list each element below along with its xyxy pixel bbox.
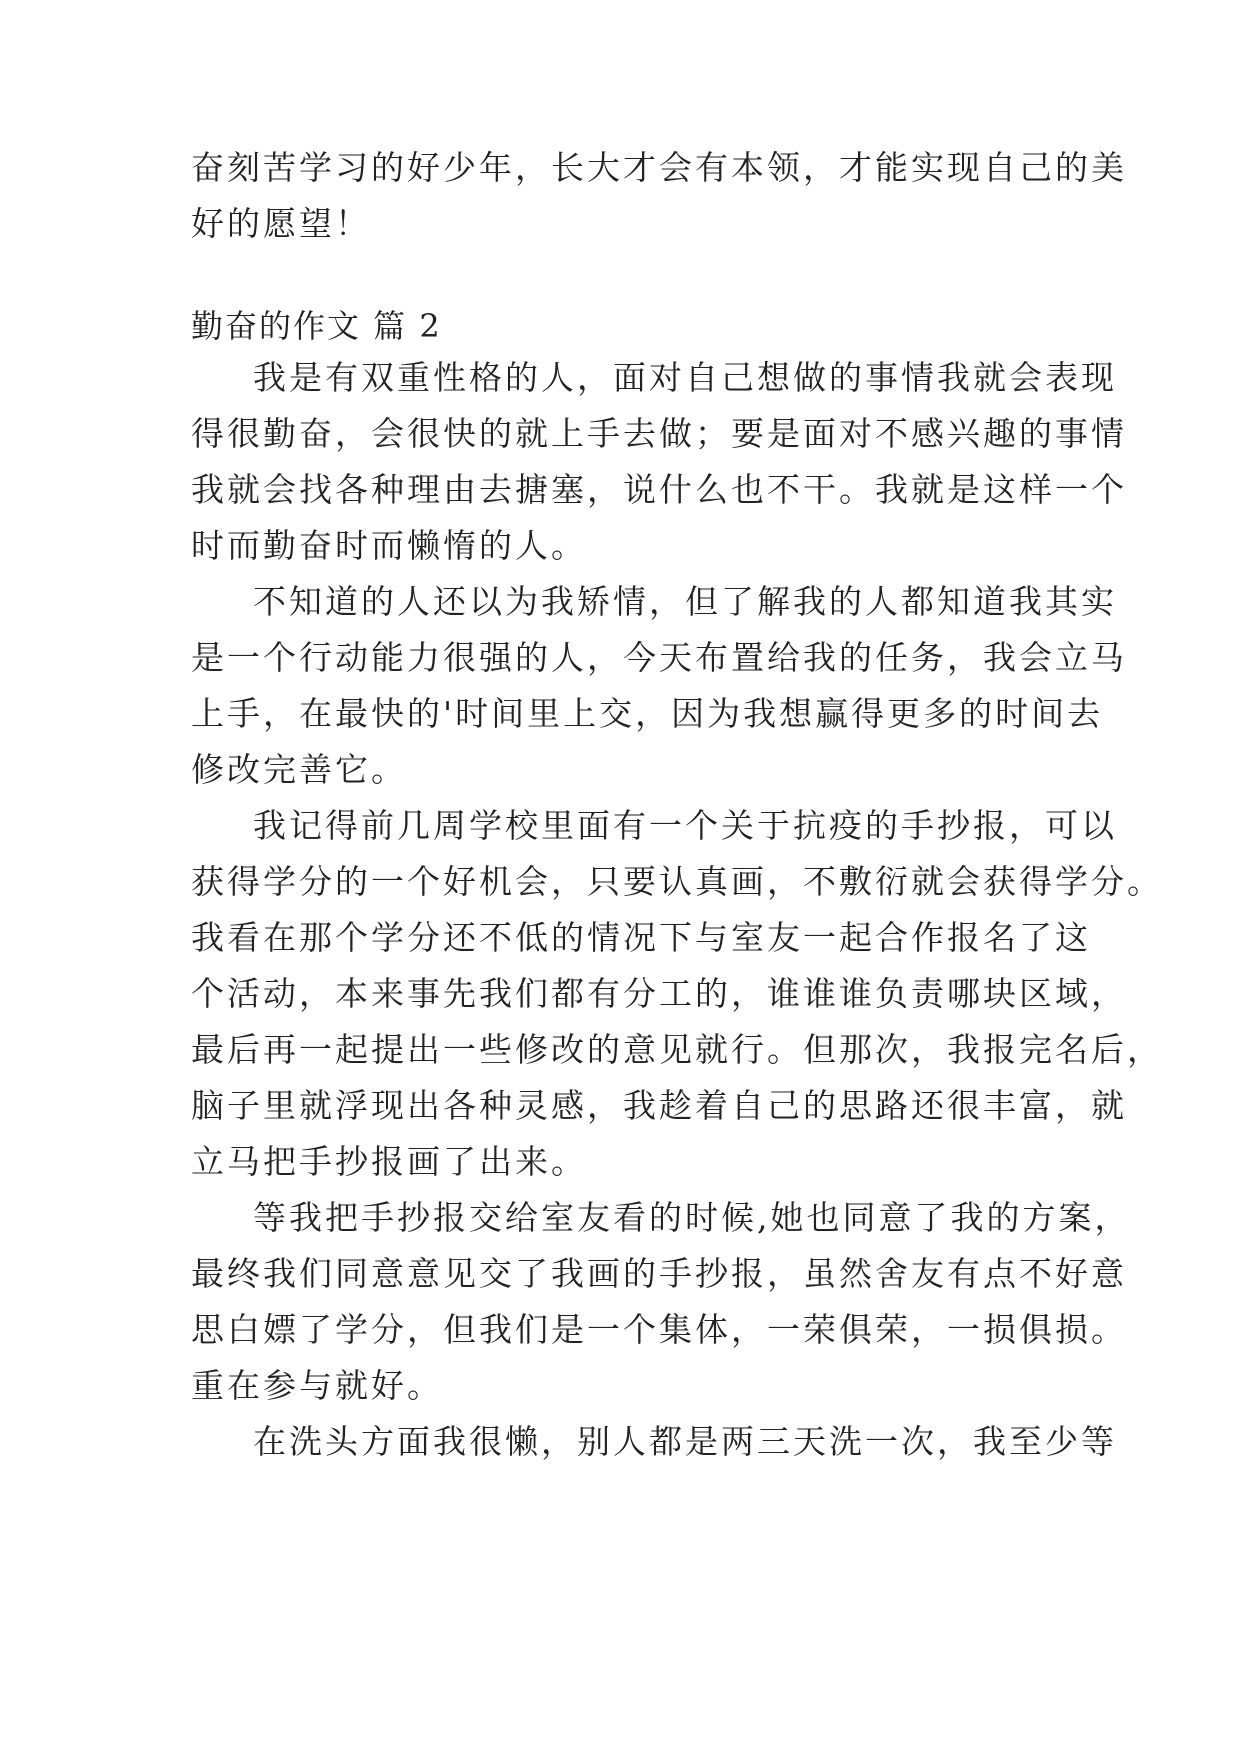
paragraph-line: 我记得前几周学校里面有一个关于抗疫的手抄报，可以: [253, 806, 1117, 845]
paragraph-line: 得很勤奋，会很快的就上手去做；要是面对不感兴趣的事情: [191, 414, 1127, 453]
paragraph-line: 我就会找各种理由去搪塞，说什么也不干。我就是这样一个: [191, 470, 1127, 509]
paragraph-line: 等我把手抄报交给室友看的时候,她也同意了我的方案，: [253, 1198, 1131, 1237]
paragraph-line: 修改完善它。: [191, 750, 407, 789]
paragraph-line: 最终我们同意意见交了我画的手抄报，虽然舍友有点不好意: [191, 1254, 1127, 1293]
section-heading: 勤奋的作文 篇 2: [191, 307, 442, 345]
paragraph-line: 时而勤奋时而懒惰的人。: [191, 526, 587, 565]
paragraph-line: 好的愿望！: [191, 204, 371, 243]
paragraph-line: 是一个行动能力很强的人，今天布置给我的任务，我会立马: [191, 638, 1127, 677]
paragraph-line: 我看在那个学分还不低的情况下与室友一起合作报名了这: [191, 918, 1091, 957]
paragraph-line: 个活动，本来事先我们都有分工的，谁谁谁负责哪块区域，: [191, 974, 1127, 1013]
paragraph-line: 奋刻苦学习的好少年，长大才会有本领，才能实现自己的美: [191, 148, 1127, 187]
paragraph-line: 不知道的人还以为我矫情，但了解我的人都知道我其实: [253, 582, 1117, 621]
paragraph-line: 立马把手抄报画了出来。: [191, 1142, 587, 1181]
paragraph-line: 获得学分的一个好机会，只要认真画，不敷衍就会获得学分。: [191, 862, 1163, 901]
paragraph-line: 最后再一起提出一些修改的意见就行。但那次，我报完名后，: [191, 1030, 1163, 1069]
paragraph-line: 我是有双重性格的人，面对自己想做的事情我就会表现: [253, 358, 1117, 397]
paragraph-line: 思白嫖了学分，但我们是一个集体，一荣俱荣，一损俱损。: [191, 1310, 1127, 1349]
paragraph-line: 脑子里就浮现出各种灵感，我趁着自己的思路还很丰富，就: [191, 1086, 1127, 1125]
paragraph-line: 重在参与就好。: [191, 1366, 443, 1405]
paragraph-line: 上手，在最快的'时间里上交，因为我想赢得更多的时间去: [191, 694, 1104, 733]
paragraph-line: 在洗头方面我很懒，别人都是两三天洗一次，我至少等: [253, 1422, 1117, 1461]
